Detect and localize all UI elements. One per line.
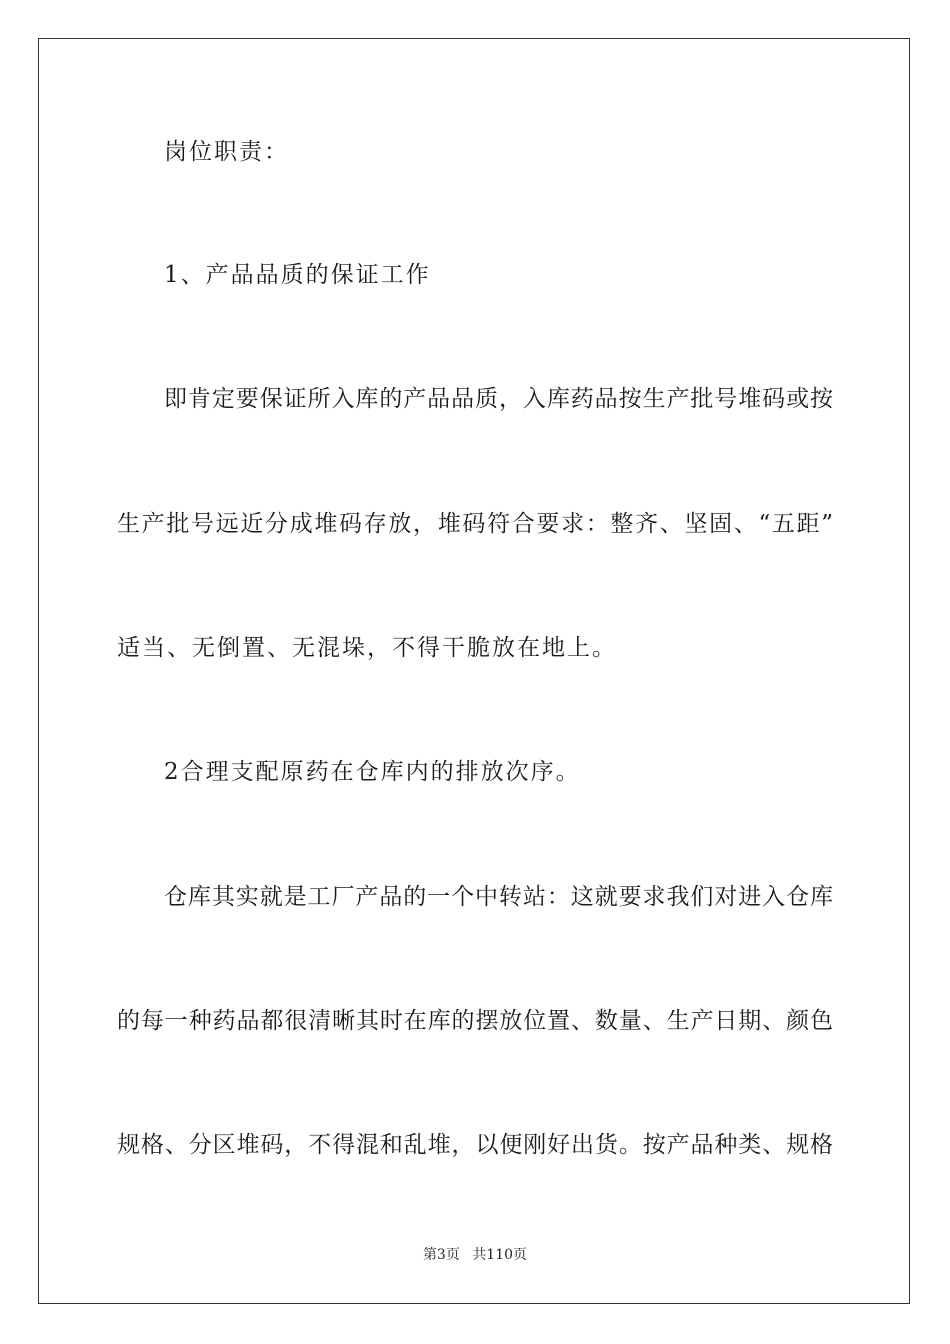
paragraph-line: 仓库其实就是工厂产品的一个中转站：这就要求我们对进入仓库 (164, 884, 833, 910)
paragraph-line: 规格、分区堆码，不得混和乱堆，以便刚好出货。按产品种类、规格 (117, 1132, 833, 1158)
paragraph-line: 即肯定要保证所入库的产品品质，入库药品按生产批号堆码或按 (164, 386, 833, 412)
page-total: 共110页 (472, 1247, 528, 1263)
page-frame (38, 38, 910, 1304)
page-footer (0, 1246, 950, 1264)
section-heading: 岗位职责： (164, 139, 289, 165)
paragraph-line: 适当、无倒置、无混垛，不得干脆放在地上。 (117, 635, 617, 661)
paragraph-line: 生产批号远近分成堆码存放，堆码符合要求：整齐、坚固、“五距” (117, 511, 833, 537)
list-item-heading: 1、产品品质的保证工作 (164, 262, 431, 288)
list-item-heading: 2合理支配原药在仓库内的排放次序。 (164, 759, 581, 785)
page-number: 第3页 (422, 1247, 460, 1263)
paragraph-line: 的每一种药品都很清晰其时在库的摆放位置、数量、生产日期、颜色 (117, 1008, 833, 1034)
